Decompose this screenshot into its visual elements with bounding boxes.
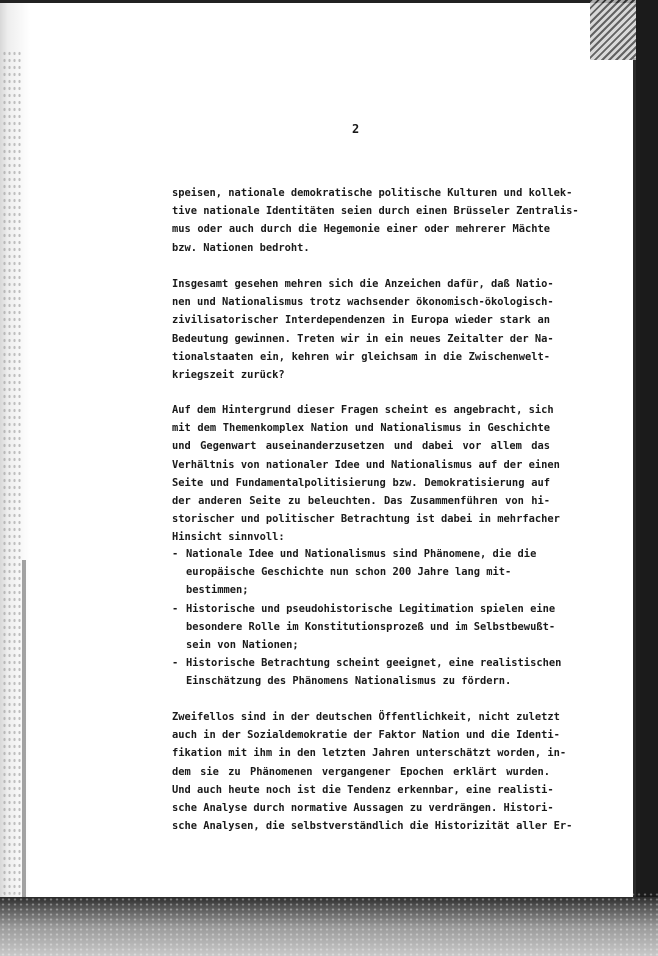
text-line: tionalstaaten ein, kehren wir gleichsam in die Zwischenwelt- <box>172 350 550 363</box>
paragraph-3 <box>172 401 560 547</box>
scan-noise-bottom <box>0 892 658 956</box>
scan-binding-shadow <box>22 560 26 900</box>
paragraph-4 <box>172 708 573 835</box>
bullet-dash: - <box>172 657 179 670</box>
bullet-list <box>172 545 562 691</box>
paragraph-2 <box>172 275 554 384</box>
text-line: Historische Betrachtung scheint geeignet, eine realistischen <box>186 657 562 670</box>
text-line: sche Analyse durch normative Aussagen zu verdrängen. Histori- <box>172 801 554 814</box>
text-line: Nationale Idee und Nationalismus sind Phänomene, die die <box>186 548 537 560</box>
text-line: mit dem Themenkomplex Nation und Nationalismus in Geschichte <box>172 422 550 435</box>
text-line: sche Analysen, die selbstverständlich die Historizität aller Er- <box>172 820 573 833</box>
scan-noise-left <box>2 50 22 910</box>
text-line: storischer und politischer Betrachtung ist dabei in mehrfacher <box>172 513 560 526</box>
list-item <box>172 654 562 690</box>
text-line: speisen, nationale demokratische politische Kulturen und kollek- <box>172 187 573 199</box>
text-line: Zweifellos sind in der deutschen Öffentlichkeit, nicht zuletzt <box>172 711 560 723</box>
scan-right-page-edge <box>633 58 636 898</box>
text-line: sein von Nationen; <box>186 638 299 651</box>
text-line: zivilisatorischer Interdependenzen in Europa wieder stark an <box>172 314 550 327</box>
text-line: auch in der Sozialdemokratie der Faktor Nation und die Identi- <box>172 729 560 742</box>
text-line: bestimmen; <box>186 584 249 597</box>
text-line: nen und Nationalismus trotz wachsender ökonomisch-ökologisch- <box>172 296 554 309</box>
list-item <box>172 600 556 655</box>
bullet-dash: - <box>172 548 179 560</box>
text-line: Hinsicht sinnvoll: <box>172 531 285 544</box>
text-line: fikation mit ihm in den letzten Jahren unterschätzt worden, in- <box>172 747 567 760</box>
scan-top-edge <box>0 0 658 3</box>
text-line: Historische und pseudohistorische Legitimation spielen eine <box>186 602 556 615</box>
text-line: kriegszeit zurück? <box>172 368 285 381</box>
scan-right-border <box>636 0 658 956</box>
text-line: Einschätzung des Phänomens Nationalismus zu fördern. <box>186 675 512 688</box>
text-line: Bedeutung gewinnen. Treten wir in ein neues Zeitalter der Na- <box>172 332 554 345</box>
text-line: Insgesamt gesehen mehren sich die Anzeichen dafür, daß Natio- <box>172 278 554 290</box>
scan-corner-artifact <box>590 0 636 60</box>
bullet-dash: - <box>172 602 179 615</box>
text-line: bzw. Nationen bedroht. <box>172 241 310 254</box>
paragraph-1 <box>172 184 579 257</box>
text-line: Verhältnis von nationaler Idee und Nationalismus auf der einen <box>172 458 560 471</box>
text-line: und Gegenwart auseinanderzusetzen und dabei vor allem das <box>172 440 550 453</box>
text-line: Auf dem Hintergrund dieser Fragen scheint es angebracht, sich <box>172 404 554 416</box>
list-item <box>172 545 550 600</box>
text-line: besondere Rolle im Konstitutionsprozeß und im Selbstbewußt- <box>186 620 556 633</box>
text-line: dem sie zu Phänomenen vergangener Epochen erklärt wurden. <box>172 765 550 778</box>
text-line: mus oder auch durch die Hegemonie einer oder mehrerer Mächte <box>172 223 550 236</box>
text-line: Und auch heute noch ist die Tendenz erkennbar, eine realisti- <box>172 783 554 796</box>
text-line: Seite und Fundamentalpolitisierung bzw. Demokratisierung auf <box>172 476 550 489</box>
text-line: tive nationale Identitäten seien durch einen Brüsseler Zentralis- <box>172 205 579 218</box>
page-number: 2 <box>352 122 360 136</box>
text-line: europäische Geschichte nun schon 200 Jahre lang mit- <box>186 566 512 579</box>
text-line: der anderen Seite zu beleuchten. Das Zusammenführen von hi- <box>172 494 550 507</box>
